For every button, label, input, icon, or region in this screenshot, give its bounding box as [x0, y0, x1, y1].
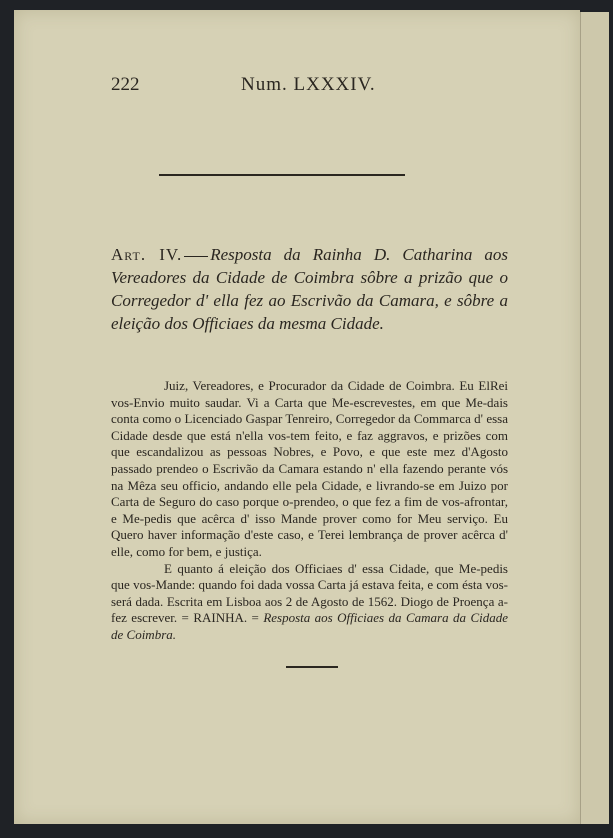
- paragraph-text: E quanto á eleição dos Officiaes d' essa Cidade, que Me-pedis que vos-Mande: quando foi dada vossa Carta já estava feita, e com ésta vos-será dada. Escrita em Lisboa aos 2 de Agosto de 1562. Diogo de Proença a-fez escrever. = RAINHA. =: [111, 560, 508, 626]
- article-heading: [111, 243, 508, 335]
- bottom-divider-rule: [286, 666, 338, 668]
- paragraph: Juiz, Vereadores, e Procurador da Cidade de Coimbra. Eu ElRei vos-Envio muito saudar. Vi a Carta que Me-escrevestes, em que Me-dais conta como o Licenciado Gaspar Tenreiro, Corregedor da Commarca d' essa Cidade desde que está n'ella vos-tem feito, e faz aggravos, e prizões com que escandalizou as pessoas Nobres, e Povo, e que este mez d'Agosto passado prendeo o Escrivão da Camara estando n' ella fazendo perante vós na Mêza seu officio, andando elle pela Cidade, e livrando-se em Juizo por Carta de Seguro do caso porque o-prendeo, o que fez a fim de vos-afrontar, e Me-pedis que acêrca d' isso Mande prover como for Meu serviço. Eu Quero haver informação d'este caso, e Terei lembrança de prover acêrca d' elle, como for bem, e justiça.: [111, 378, 508, 559]
- page-number: 222: [111, 74, 140, 95]
- section-number: Num. LXXXIV.: [241, 74, 376, 95]
- article-dash: [184, 256, 208, 257]
- closing-note: Resposta aos Officiaes da Camara da Cidade de Coimbra.: [111, 610, 508, 642]
- letter-body: [111, 378, 508, 644]
- article-title: Resposta da Rainha D. Catharina aos Vereadores da Cidade de Coimbra sôbre a prizão que o Corregedor d' ella fez ao Escrivão da Camara, e sôbre a eleição dos Officiaes da mesma Cidade.: [111, 245, 508, 333]
- adjacent-page-edge: [580, 12, 609, 824]
- paragraph: [111, 561, 508, 644]
- top-divider-rule: [159, 174, 405, 176]
- article-label: Art. IV.: [111, 245, 183, 264]
